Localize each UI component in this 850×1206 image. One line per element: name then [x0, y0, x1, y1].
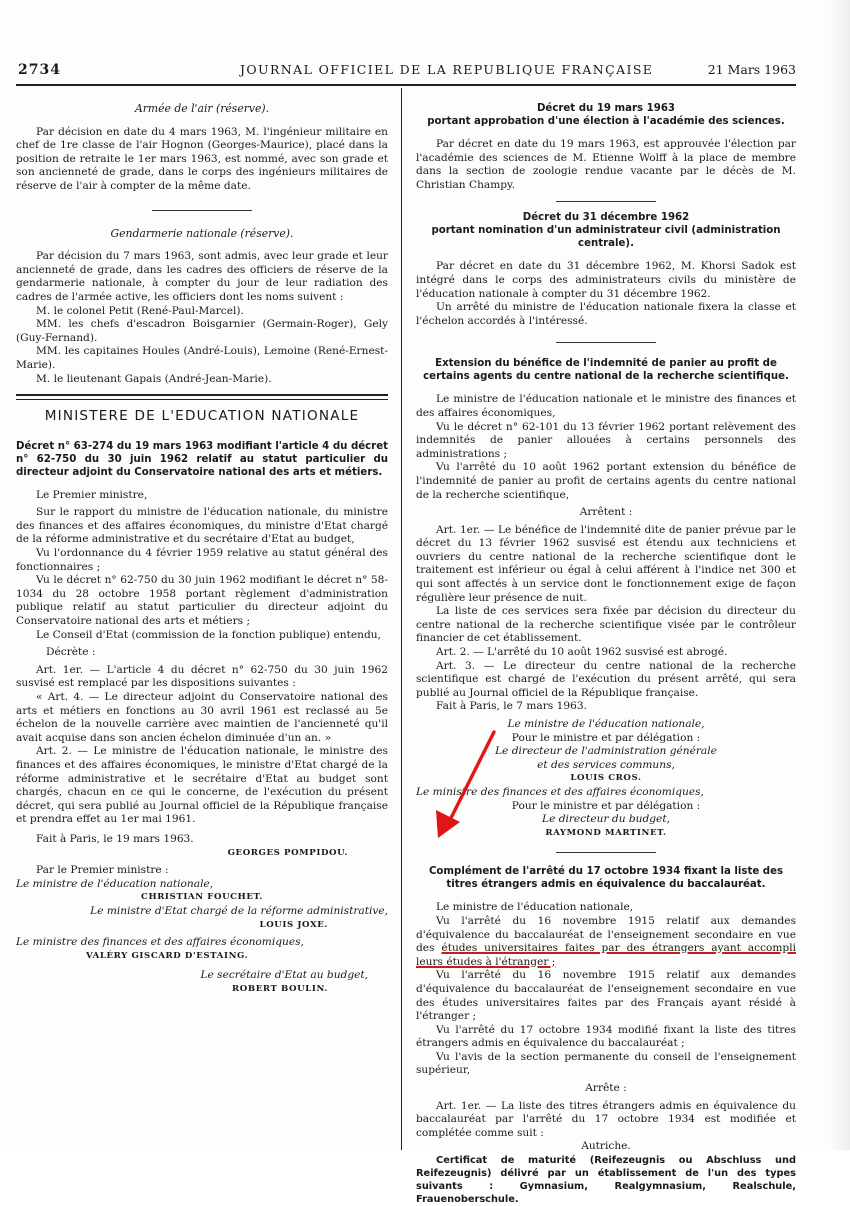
decret2-subtitle: portant nomination d'un administrateur civil (administration centrale). — [431, 225, 781, 250]
gendarmerie-heading: Gendarmerie nationale (réserve). — [110, 226, 294, 240]
decret2-body: Par décret en date du 31 décembre 1962, M. Khorsi Sadok est intégré dans le corps des administrateurs civils du ministère de l'éducation nationale à compter du 31 décembre 1962. — [416, 260, 796, 300]
decret-para: Vu le décret n° 62-750 du 30 juin 1962 modifiant le décret n° 58-1034 du 28 octobre 1958 portant règlement d'administration publique relatif au statut particulier du directeur adjoint du Conservatoire national des arts et métiers ; — [16, 574, 388, 628]
armee-body: Par décision en date du 4 mars 1963, M. l'ingénieur militaire en chef de 1re classe de l'air Hognon (Georges-Maurice), placé dans la position de retraite le 1er mars 1963, est nommé, avec son grade et son ancienneté de grade, dans le corps des ingénieurs militaires de réserve de l'air à compter de la même date. — [16, 125, 388, 192]
highlighted-phrase: études universitaires faites par des étrangers ayant accompli leurs études à l'étranger ; — [416, 942, 796, 968]
sec-etat-label: Le secrétaire d'Etat au budget, — [200, 969, 368, 982]
signature-boulin: ROBERT BOULIN. — [232, 983, 328, 994]
min-fin-label: Le ministre des finances et des affaires économiques, — [16, 936, 304, 949]
signature-fouchet: CHRISTIAN FOUCHET. — [141, 892, 263, 903]
decret-para: Sur le rapport du ministre de l'éducation nationale, du ministre des finances et des affaires économiques, du ministre d'Etat chargé de la réforme administrative et du secrétaire d'Etat au budget, — [16, 506, 388, 546]
page-number: 2734 — [18, 62, 61, 78]
decret1-subtitle: portant approbation d'une élection à l'académie des sciences. — [427, 116, 785, 127]
signature-giscard: VALÉRY GISCARD D'ESTAING. — [86, 950, 249, 961]
decret1-title: Décret du 19 mars 1963 — [536, 103, 676, 114]
decret-fait: Fait à Paris, le 19 mars 1963. — [36, 832, 194, 845]
left-column — [16, 92, 388, 996]
directeur-label: Le directeur de l'administration générale — [495, 745, 717, 758]
arrete1-intro: Le ministre de l'éducation nationale et le ministre des finances et des affaires économiques, — [416, 393, 796, 419]
decret2-title: Décret du 31 décembre 1962 — [522, 212, 690, 224]
arrete2-vu: Vu l'arrêté du 17 octobre 1934 modifié fixant la liste des titres étrangers admis en équivalence du baccalauréat ; — [416, 1023, 796, 1050]
arrete1-liste: La liste de ces services sera fixée par décision du directeur du centre national de la recherche scientifique visée par le contrôleur financier de cet établissement. — [416, 605, 796, 645]
min-edu-label: Le ministre de l'éducation nationale, — [16, 877, 214, 890]
arrete1-vu: Vu l'arrêté du 10 août 1962 portant extension du bénéfice de l'indemnité de panier au profit de certains agents du centre national de la recherche scientifique, — [416, 461, 796, 501]
arrete2-vu: Vu l'avis de la section permanente du conseil de l'enseignement supérieur, — [416, 1050, 796, 1077]
officer-name: MM. les capitaines Houles (André-Louis), Lemoine (René-Ernest-Marie). — [16, 345, 388, 371]
decret-art1: Art. 1er. — L'article 4 du décret n° 62-750 du 30 juin 1962 susvisé est remplacé par les dispositions suivantes : — [16, 663, 388, 690]
min-etat-label: Le ministre d'Etat chargé de la réforme administrative, — [90, 904, 388, 917]
arrete2-title: Complément de l'arrêté du 17 octobre 1934 fixant la liste des titres étrangers admis en équivalence du baccalauréat. — [428, 866, 784, 891]
column-divider — [401, 88, 402, 1150]
premier-ministre: Le Premier ministre, — [36, 488, 148, 501]
decret1-body: Par décret en date du 19 mars 1963, est approuvée l'élection par l'académie des sciences de M. Etienne Wolff à la place de membre dans la section de zoologie rendue vacante par le décès de M. Christian Champy. — [416, 138, 796, 191]
certificat-maturite: Certificat de maturité (Reifezeugnis ou Abschluss und Reifezeugnis) délivré par un établissement de l'un des types suivants : Gymnasium, Realgymnasium, Realschule, Frauenoberschule. — [416, 1155, 796, 1206]
decret-para: Le Conseil d'Etat (commission de la fonction publique) entendu, — [36, 628, 381, 641]
arrete: Arrête : — [585, 1082, 627, 1095]
issue-date: 21 Mars 1963 — [707, 62, 796, 77]
decret-title: Décret n° 63-274 du 19 mars 1963 modifiant l'article 4 du décret n° 62-750 du 30 juin 1962 relatif au statut particulier du directeur adjoint du Conservatoire national des arts et métiers. — [16, 440, 388, 478]
arrete2-vu: Vu l'arrêté du 16 novembre 1915 relatif aux demandes d'équivalence du baccalauréat de l'enseignement secondaire en vue des études universitaires faites par des Français ayant résidé à l'étranger ; — [416, 969, 796, 1023]
decret2-body: Un arrêté du ministre de l'éducation nationale fixera la classe et l'échelon accordés à l'intéressé. — [416, 301, 796, 327]
arrete2-vu: Vu l'arrêté du 16 novembre 1915 relatif aux demandes d'équivalence du baccalauréat de l'enseignement secondaire en vue des études universitaires faites par des étrangers ayant accompli leurs études à l'étranger ; — [416, 914, 796, 968]
arretent: Arrêtent : — [579, 506, 633, 519]
country-autriche: Autriche. — [581, 1140, 631, 1153]
officer-name: M. le lieutenant Gapais (André-Jean-Marie). — [36, 372, 272, 385]
separator — [556, 852, 656, 853]
arrete1-fait: Fait à Paris, le 7 mars 1963. — [436, 700, 587, 713]
officer-name: M. le colonel Petit (René-Paul-Marcel). — [36, 304, 244, 317]
ministry-separator — [16, 394, 388, 400]
officer-name: MM. les chefs d'escadron Boisgarnier (Germain-Roger), Gely (Guy-Fernand). — [16, 318, 388, 344]
signature-martinet: RAYMOND MARTINET. — [545, 827, 667, 838]
right-column — [416, 92, 796, 1206]
signature-pompidou: GEORGES POMPIDOU. — [227, 847, 348, 858]
directeur-budget: Le directeur du budget, — [542, 813, 670, 826]
decret-art4: « Art. 4. — Le directeur adjoint du Conservatoire national des arts et métiers en fonctions au 30 avril 1961 est reclassé au 5e échelon de la nouvelle carrière avec maintien de l'ancienneté qu'il avait acquise dans son ancien échelon diminuée d'un an. » — [16, 691, 388, 744]
separator — [556, 201, 656, 202]
red-arrow-annotation — [430, 728, 510, 840]
page-edge-shadow — [828, 0, 850, 1150]
journal-title: JOURNAL OFFICIEL DE LA REPUBLIQUE FRANÇAISE — [240, 62, 654, 77]
ministry-heading: MINISTERE DE L'EDUCATION NATIONALE — [44, 408, 360, 425]
signature-joxe: LOUIS JOXE. — [259, 919, 328, 930]
arrete2-intro: Le ministre de l'éducation nationale, — [436, 901, 634, 914]
arrete1-art2: Art. 2. — L'arrêté du 10 août 1962 susvisé est abrogé. — [436, 646, 728, 659]
decrete: Décrète : — [46, 646, 96, 659]
pour-ministre: Pour le ministre et par délégation : — [511, 731, 701, 744]
min-edu-label: Le ministre de l'éducation nationale, — [507, 718, 705, 730]
pour-ministre: Pour le ministre et par délégation : — [511, 799, 701, 812]
separator — [556, 342, 656, 343]
signature-cros: LOUIS CROS. — [570, 773, 642, 784]
arrete1-art1: Art. 1er. — Le bénéfice de l'indemnité dite de panier prévue par le décret du 13 février 1962 susvisé est étendu aux techniciens et ouvriers du centre national de la recherche scientifique dont le traitement est inférieur ou égal à celui afférent à l'indice net 300 et qui sont affectés à un service dont le fonctionnement exige de façon régulière leur présence de nuit. — [416, 523, 796, 604]
arrete1-art3: Art. 3. — Le directeur du centre national de la recherche scientifique est chargé de l'exécution du présent arrêté, qui sera publié au Journal officiel de la République française. — [416, 659, 796, 699]
separator — [152, 210, 252, 211]
arrete1-vu: Vu le décret n° 62-101 du 13 février 1962 portant relèvement des indemnités de panier allouées à certains personnels des administrations ; — [416, 420, 796, 460]
page-header — [18, 62, 796, 82]
min-fin-label: Le ministre des finances et des affaires économiques, — [416, 785, 704, 798]
directeur-label: et des services communs, — [537, 758, 675, 771]
decret-art2: Art. 2. — Le ministre de l'éducation nationale, le ministre des finances et des affaires économiques, le ministre d'Etat chargé de la réforme administrative et le secrétaire d'Etat au budget sont chargés, chacun en ce qui le concerne, de l'exécution du présent décret, qui sera publié au Journal officiel de la République française et prendra effet au 1er mai 1961. — [16, 745, 388, 826]
armee-heading: Armée de l'air (réserve). — [134, 102, 270, 115]
arrete2-art1: Art. 1er. — La liste des titres étrangers admis en équivalence du baccalauréat par l'arrêté du 17 octobre 1934 est modifiée et complétée comme suit : — [416, 1099, 796, 1139]
arrete1-title: Extension du bénéfice de l'indemnité de panier au profit de certains agents du centre national de la recherche scientifique. — [423, 358, 789, 383]
gendarmerie-body: Par décision du 7 mars 1963, sont admis, avec leur grade et leur ancienneté de grade, dans les cadres des officiers de réserve de la gendarmerie nationale, à compter du jour de leur radiation des cadres de l'armée active, les officiers dont les noms suivent : — [16, 250, 388, 303]
par-premier: Par le Premier ministre : — [36, 864, 169, 877]
header-rule — [16, 84, 796, 86]
decret-para: Vu l'ordonnance du 4 février 1959 relative au statut général des fonctionnaires ; — [16, 547, 388, 573]
